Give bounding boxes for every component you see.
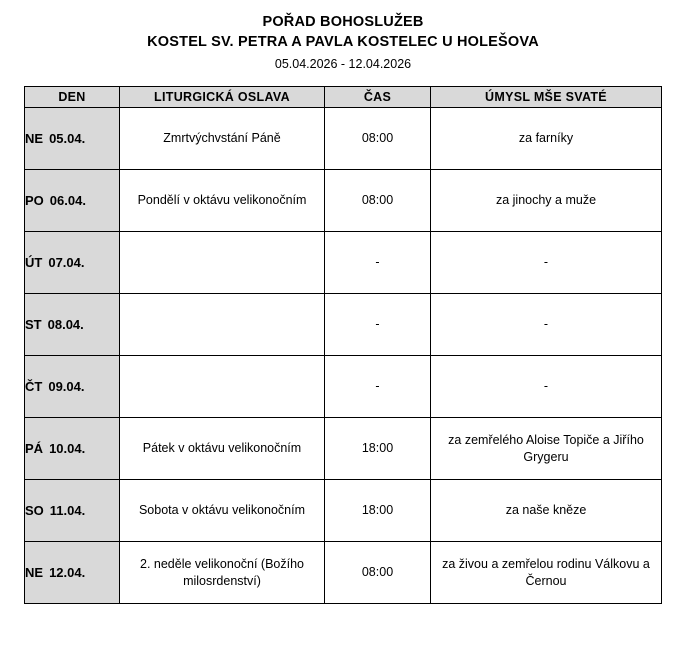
day-abbr: ČT — [25, 379, 43, 394]
cell-feast — [120, 294, 325, 356]
cell-day — [25, 356, 120, 418]
cell-feast: Pátek v oktávu velikonočním — [120, 418, 325, 480]
day-abbr: PÁ — [25, 441, 44, 456]
cell-intent: za farníky — [431, 108, 662, 170]
cell-time: 18:00 — [325, 418, 431, 480]
column-header-time: ČAS — [325, 87, 431, 108]
column-header-feast: LITURGICKÁ OSLAVA — [120, 87, 325, 108]
column-header-intent: ÚMYSL MŠE SVATÉ — [431, 87, 662, 108]
cell-time: - — [325, 232, 431, 294]
cell-day — [25, 108, 120, 170]
cell-day — [25, 294, 120, 356]
cell-day — [25, 170, 120, 232]
cell-feast: 2. neděle velikonoční (Božího milosrdenství) — [120, 542, 325, 604]
cell-time: 18:00 — [325, 480, 431, 542]
cell-feast: Sobota v oktávu velikonočním — [120, 480, 325, 542]
page-subtitle: KOSTEL SV. PETRA A PAVLA KOSTELEC U HOLEŠOVA — [147, 34, 539, 50]
document-header — [0, 0, 686, 74]
date-range: 05.04.2026 - 12.04.2026 — [274, 57, 412, 71]
table-header-row — [25, 87, 662, 108]
day-date: 10.04. — [49, 441, 86, 456]
cell-feast — [120, 232, 325, 294]
day-abbr: PO — [25, 193, 44, 208]
table-row — [25, 542, 662, 604]
day-abbr: ST — [25, 317, 42, 332]
day-abbr: ÚT — [25, 255, 43, 270]
cell-intent: za jinochy a muže — [431, 170, 662, 232]
table-row — [25, 170, 662, 232]
table-row — [25, 232, 662, 294]
day-date: 05.04. — [49, 131, 86, 146]
cell-day — [25, 418, 120, 480]
cell-day — [25, 480, 120, 542]
cell-day — [25, 232, 120, 294]
table-row — [25, 294, 662, 356]
day-date: 06.04. — [49, 193, 86, 208]
schedule-table — [24, 86, 662, 604]
cell-intent: - — [431, 232, 662, 294]
day-date: 11.04. — [49, 503, 86, 518]
cell-time: - — [325, 356, 431, 418]
table-row — [25, 356, 662, 418]
day-abbr: NE — [25, 565, 44, 580]
cell-intent: za naše kněze — [431, 480, 662, 542]
cell-time: 08:00 — [325, 108, 431, 170]
cell-intent: za živou a zemřelou rodinu Válkovu a Černou — [431, 542, 662, 604]
day-date: 09.04. — [48, 379, 85, 394]
cell-feast: Zmrtvýchvstání Páně — [120, 108, 325, 170]
table-row — [25, 108, 662, 170]
cell-feast: Pondělí v oktávu velikonočním — [120, 170, 325, 232]
day-date: 07.04. — [48, 255, 85, 270]
day-date: 08.04. — [47, 317, 84, 332]
cell-time: 08:00 — [325, 170, 431, 232]
table-row — [25, 418, 662, 480]
cell-intent: - — [431, 356, 662, 418]
cell-time: - — [325, 294, 431, 356]
cell-day — [25, 542, 120, 604]
column-header-day: DEN — [25, 87, 120, 108]
table-row — [25, 480, 662, 542]
cell-intent: za zemřelého Aloise Topiče a Jiřího Grygeru — [431, 418, 662, 480]
cell-time: 08:00 — [325, 542, 431, 604]
day-abbr: SO — [25, 503, 44, 518]
cell-intent: - — [431, 294, 662, 356]
day-date: 12.04. — [49, 565, 86, 580]
page-title: POŘAD BOHOSLUŽEB — [262, 14, 424, 30]
cell-feast — [120, 356, 325, 418]
day-abbr: NE — [25, 131, 44, 146]
